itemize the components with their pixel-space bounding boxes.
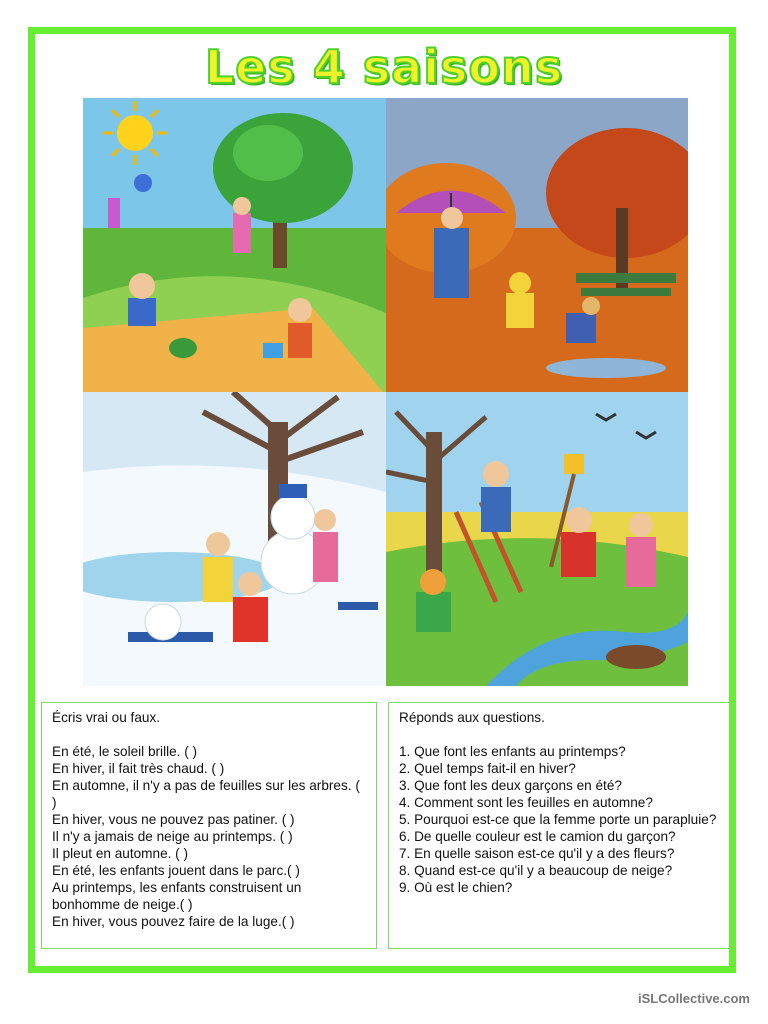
question-line: 4. Comment sont les feuilles en automne? <box>399 795 653 810</box>
statement-line: En été, les enfants jouent dans le parc.( ) <box>52 863 300 878</box>
statement-line: Il n'y a jamais de neige au printemps. ( ) <box>52 829 293 844</box>
question-line: 7. En quelle saison est-ce qu'il y a des fleurs? <box>399 846 675 861</box>
autumn-illustration <box>386 98 688 392</box>
question-line: 3. Que font les deux garçons en été? <box>399 778 622 793</box>
page-title: Les 4 saisons <box>204 40 564 94</box>
statement-line: Il pleut en automne. ( ) <box>52 846 189 861</box>
statement-line: Au printemps, les enfants construisent un bonhomme de neige.( ) <box>52 880 302 912</box>
exercise-heading: Écris vrai ou faux. <box>52 710 161 725</box>
question-line: 2. Quel temps fait-il en hiver? <box>399 761 576 776</box>
questions-exercise <box>388 702 734 949</box>
statement-line: En automne, il n'y a pas de feuilles sur les arbres. ( ) <box>52 778 360 810</box>
question-line: 6. De quelle couleur est le camion du garçon? <box>399 829 676 844</box>
statement-line: En hiver, vous pouvez faire de la luge.( ) <box>52 914 295 929</box>
true-false-exercise <box>41 702 377 949</box>
spring-illustration <box>386 392 688 686</box>
footer-watermark: iSLCollective.com <box>638 991 750 1006</box>
summer-illustration <box>83 98 386 392</box>
exercise-heading: Réponds aux questions. <box>399 710 545 725</box>
statement-line: En été, le soleil brille. ( ) <box>52 744 198 759</box>
statement-line: En hiver, il fait très chaud. ( ) <box>52 761 225 776</box>
question-line: 5. Pourquoi est-ce que la femme porte un parapluie? <box>399 812 717 827</box>
question-line: 8. Quand est-ce qu'il y a beaucoup de neige? <box>399 863 673 878</box>
question-line: 1. Que font les enfants au printemps? <box>399 744 626 759</box>
statement-line: En hiver, vous ne pouvez pas patiner. ( ) <box>52 812 295 827</box>
winter-illustration <box>83 392 386 686</box>
question-line: 9. Où est le chien? <box>399 880 513 895</box>
